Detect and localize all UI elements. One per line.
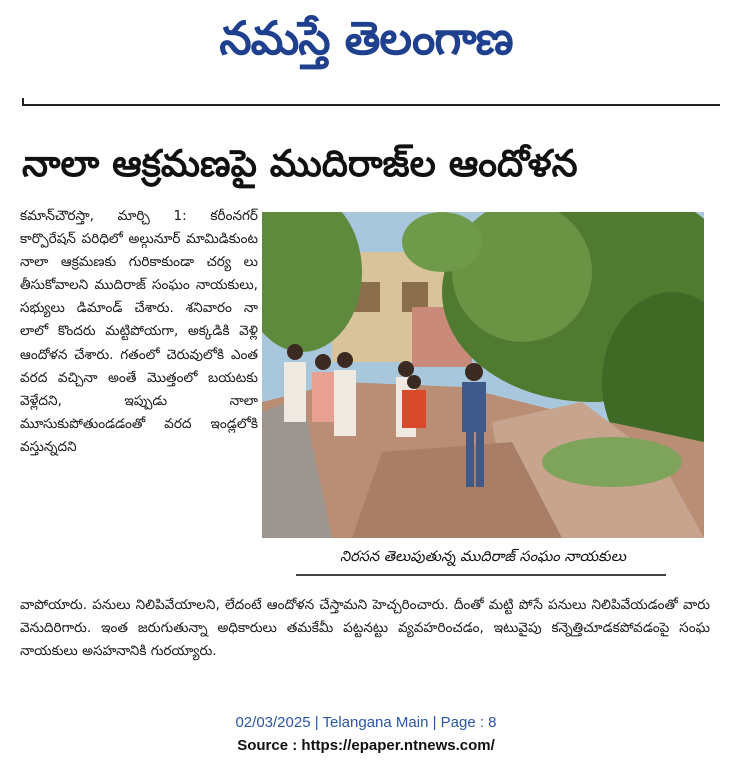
news-photo	[262, 212, 704, 538]
masthead-rule	[22, 104, 720, 106]
article-column-text: కమాన్‌చౌరస్తా, మార్చి 1: కరీంనగర్ కార్పొరేషన్ పరిధిలో అల్గునూర్ మామిడికుంట నాలా ఆక్రమణకు గురికాకుండా చర్య లు తీసుకోవాలని ముదిరాజ్ సంఘం నాయకులు, సభ్యులు డిమాండ్ చేశారు. శనివారం నా లాలో కొందరు మట్టిపోయగా, అక్కడికి వెళ్లి ఆందోళన చేశారు. గతంలో చెరువులోకి ఎంత వరద వచ్చినా అంతే మొత్తంలో బయటకు వెళ్లేదని, ఇప్పుడు నాలా మూసుకుపోతుండడంతో వరద ఇండ్లలోకి వస్తున్నదని	[20, 208, 258, 455]
article-bottom-text: వాపోయారు. పనులు నిలిపివేయాలని, లేదంటే ఆందోళన చేస్తామని హెచ్చరించారు. దీంతో మట్టి పోసే పనులు నిలిపివేయడంతో వారు వెనుదిరిగారు. ఇంత జరుగుతున్నా అధికారులు తమకేమీ పట్టనట్టు వ్యవహరించడం, ఇటువైపు కన్నెత్తిచూడకపోవడంపై సంఘ నాయకులు అసహనానికి గురయ్యారు.	[20, 597, 710, 660]
photo-caption: నిరసన తెలుపుతున్న ముదిరాజ్ సంఘం నాయకులు	[339, 549, 626, 565]
masthead-title: నమస్తే తెలంగాణ	[219, 11, 513, 65]
article-headline: నాలా ఆక్రమణపై ముదిరాజ్‌ల ఆందోళన	[22, 142, 578, 185]
footer-date-line: 02/03/2025 | Telangana Main | Page : 8	[235, 714, 497, 731]
footer-source-line: Source : https://epaper.ntnews.com/	[237, 737, 495, 754]
article-column	[20, 205, 258, 597]
caption-rule	[296, 574, 666, 576]
article-continuation	[20, 594, 710, 686]
